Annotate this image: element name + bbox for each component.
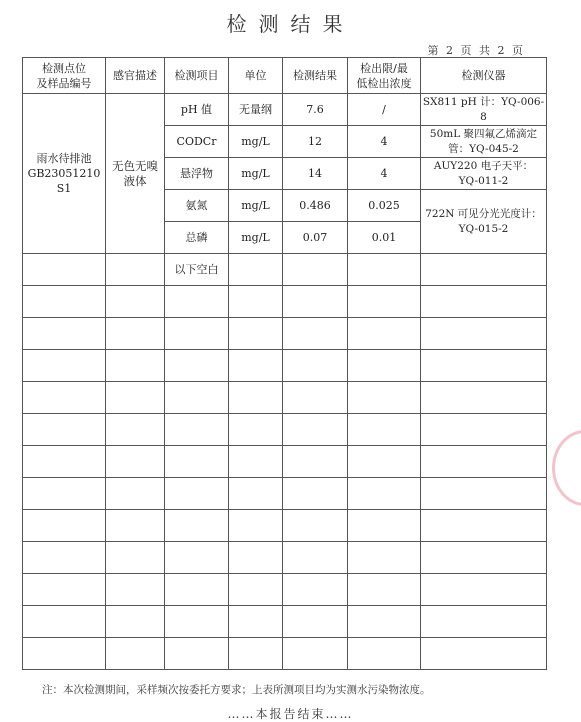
limit-cell: 4: [348, 158, 421, 190]
empty-row: [23, 542, 547, 574]
unit-cell: mg/L: [229, 222, 283, 254]
instrument-cell: AUY220 电子天平： YQ-011-2: [421, 158, 547, 190]
unit-cell: mg/L: [229, 190, 283, 222]
empty-row: [23, 286, 547, 318]
instrument-cell: 722N 可见分光光度计： YQ-015-2: [421, 190, 547, 254]
empty-row: [23, 638, 547, 670]
instrument-cell: 50mL 聚四氟乙烯滴定 管：YQ-045-2: [421, 126, 547, 158]
item-cell: 悬浮物: [165, 158, 229, 190]
empty-row: [23, 574, 547, 606]
header-unit: 单位: [229, 58, 283, 94]
table-row: [23, 94, 547, 126]
result-cell: 0.07: [283, 222, 348, 254]
seal-stamp: [552, 430, 581, 506]
blank-marker: 以下空白: [165, 254, 229, 286]
page-number: 第 2 页 共 2 页: [427, 44, 525, 57]
empty-row: [23, 478, 547, 510]
item-cell: pH 值: [165, 94, 229, 126]
header-instrument: 检测仪器: [421, 58, 547, 94]
empty-row: [23, 318, 547, 350]
unit-cell: mg/L: [229, 126, 283, 158]
unit-cell: mg/L: [229, 158, 283, 190]
limit-cell: 4: [348, 126, 421, 158]
instrument-cell: SX811 pH 计：YQ-006-8: [421, 94, 547, 126]
header-sensory: 感官描述: [106, 58, 165, 94]
empty-row: [23, 414, 547, 446]
empty-row: [23, 382, 547, 414]
unit-cell: 无量纲: [229, 94, 283, 126]
report-title: 检测结果: [226, 12, 355, 36]
results-table: [22, 57, 547, 670]
limit-cell: /: [348, 94, 421, 126]
result-cell: 12: [283, 126, 348, 158]
item-cell: 总磷: [165, 222, 229, 254]
empty-row: [23, 606, 547, 638]
header-result: 检测结果: [283, 58, 348, 94]
result-cell: 7.6: [283, 94, 348, 126]
item-cell: CODCr: [165, 126, 229, 158]
table-header-row: [23, 58, 547, 94]
header-sample-point: 检测点位 及样品编号: [23, 58, 106, 94]
limit-cell: 0.01: [348, 222, 421, 254]
limit-cell: 0.025: [348, 190, 421, 222]
sample-point-cell: 雨水待排池 GB23051210 S1: [23, 94, 106, 254]
result-cell: 0.486: [283, 190, 348, 222]
footnote: 注：本次检测期间，采样频次按委托方要求；上表所测项目均为实测水污染物浓度。: [42, 684, 431, 696]
report-end-marker: ……本报告结束……: [227, 707, 354, 721]
empty-row: [23, 350, 547, 382]
empty-row: [23, 510, 547, 542]
header-detection-limit: 检出限/最 低检出浓度: [348, 58, 421, 94]
result-cell: 14: [283, 158, 348, 190]
empty-row: [23, 446, 547, 478]
sensory-cell: 无色无嗅 液体: [106, 94, 165, 254]
header-test-item: 检测项目: [165, 58, 229, 94]
blank-marker-row: [23, 254, 547, 286]
item-cell: 氨氮: [165, 190, 229, 222]
